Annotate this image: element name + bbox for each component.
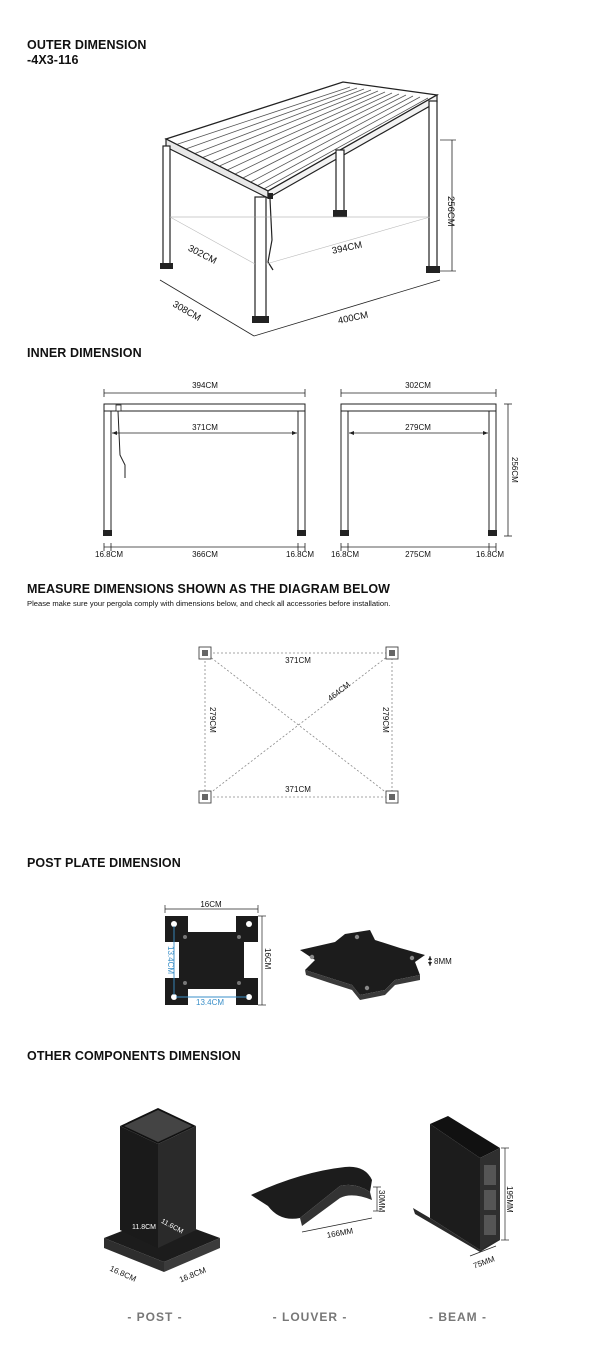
post-inner-b-label: 11.6CM bbox=[159, 1218, 185, 1236]
inner-title: INNER DIMENSION bbox=[27, 346, 142, 360]
components-title: OTHER COMPONENTS DIMENSION bbox=[27, 1049, 241, 1063]
inner-side-post-left-label: 16.8CM bbox=[330, 550, 360, 559]
inner-front-post-right-label: 16.8CM bbox=[285, 550, 315, 559]
plate-title: POST PLATE DIMENSION bbox=[27, 856, 181, 870]
outer-side-top-label: 302CM bbox=[186, 243, 219, 267]
post-caption: - POST - bbox=[127, 1310, 183, 1324]
beam-width-label: 75MM bbox=[472, 1254, 496, 1271]
post-base-b-label: 16.8CM bbox=[178, 1265, 208, 1285]
measure-left-label: 279CM bbox=[208, 707, 217, 733]
plate-thickness-label: 8MM bbox=[434, 957, 452, 966]
outer-front-top-label: 394CM bbox=[331, 239, 364, 257]
beam-height-label: 195MM bbox=[505, 1186, 514, 1213]
outer-side-bottom-label: 308CM bbox=[170, 299, 203, 324]
inner-side-height-label: 256CM bbox=[510, 457, 519, 483]
inner-front-span-label: 366CM bbox=[192, 550, 218, 559]
inner-side-overall-label: 302CM bbox=[405, 381, 431, 390]
inner-side-span-label: 275CM bbox=[405, 550, 431, 559]
outer-height-label: 256CM bbox=[445, 196, 456, 227]
measure-note: Please make sure your pergola comply with dimensions below, and check all accessories before installation. bbox=[27, 599, 391, 608]
louver-height-label: 30MM bbox=[377, 1190, 386, 1213]
measure-title: MEASURE DIMENSIONS SHOWN AS THE DIAGRAM BELOW bbox=[27, 582, 391, 596]
inner-front-post-left-label: 16.8CM bbox=[94, 550, 124, 559]
inner-side-post-right-label: 16.8CM bbox=[475, 550, 505, 559]
plate-width-label: 16CM bbox=[200, 900, 222, 909]
beam-caption: - BEAM - bbox=[429, 1310, 487, 1324]
outer-model: -4X3-116 bbox=[27, 53, 79, 67]
measure-bottom-label: 371CM bbox=[285, 785, 311, 794]
measure-right-label: 279CM bbox=[381, 707, 390, 733]
louver-caption: - LOUVER - bbox=[272, 1310, 348, 1324]
outer-title: OUTER DIMENSION bbox=[27, 38, 147, 52]
measure-top-label: 371CM bbox=[285, 656, 311, 665]
plate-inner-height-label: 13.4CM bbox=[166, 946, 175, 975]
inner-front-inner-label: 371CM bbox=[192, 423, 218, 432]
post-base-a-label: 16.8CM bbox=[108, 1264, 138, 1284]
inner-side-inner-label: 279CM bbox=[405, 423, 431, 432]
plate-height-label: 16CM bbox=[263, 948, 272, 970]
louver-width-label: 166MM bbox=[326, 1226, 354, 1240]
inner-front-overall-label: 394CM bbox=[192, 381, 218, 390]
plate-inner-width-label: 13.4CM bbox=[195, 998, 225, 1007]
post-inner-a-label: 11.8CM bbox=[132, 1224, 156, 1231]
outer-front-bottom-label: 400CM bbox=[337, 309, 370, 327]
measure-diagonal-label: 464CM bbox=[326, 680, 352, 704]
